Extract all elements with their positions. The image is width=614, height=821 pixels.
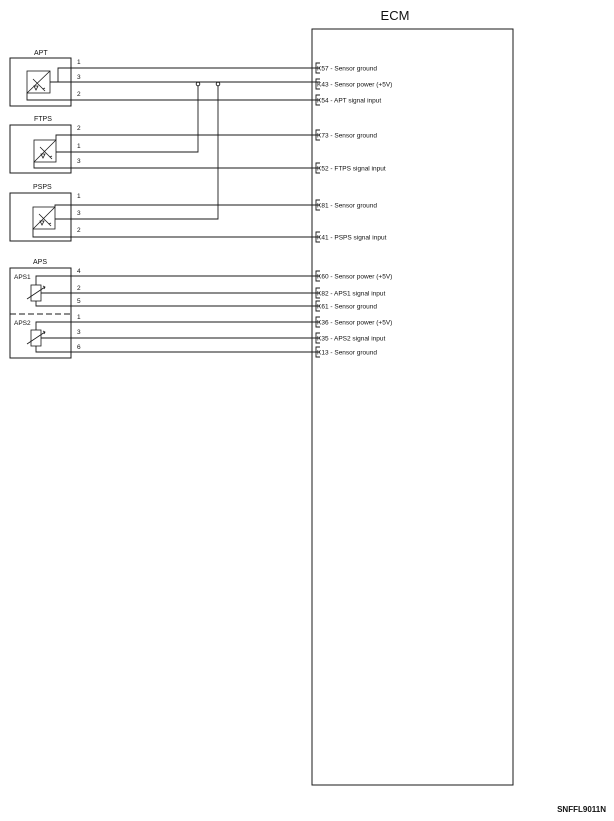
ecm-connector-k36 — [316, 317, 392, 327]
connector-label — [317, 66, 377, 73]
aps-name: APS — [33, 259, 48, 266]
connector-label — [317, 98, 381, 105]
connector-label — [317, 350, 377, 357]
connector-pin: K41 — [317, 234, 329, 242]
connector-desc: - PSPS signal input — [328, 234, 387, 242]
ecm-connector-k82 — [316, 288, 386, 298]
ecm-connector-k61 — [316, 301, 377, 311]
power-splice-2 — [216, 82, 220, 86]
connector-desc: - Sensor power (+5V) — [328, 81, 393, 89]
ecm-connector-k41 — [316, 232, 387, 242]
ecm-connector-k54 — [316, 95, 381, 105]
ftps-pin-3: 3 — [77, 158, 81, 165]
connector-desc: - Sensor ground — [328, 65, 377, 73]
apt-sensor-symbol — [27, 71, 50, 93]
ftps-sensor-symbol — [34, 140, 56, 162]
apt-pin-2: 2 — [77, 91, 81, 98]
connector-label — [317, 274, 392, 281]
connector-label — [317, 203, 377, 210]
connector-desc: - APS1 signal input — [328, 290, 386, 298]
connector-pin: K82 — [317, 290, 329, 298]
connector-desc: - Sensor ground — [328, 349, 377, 357]
connector-pin: K13 — [317, 349, 329, 357]
aps1-pin-5: 5 — [77, 298, 81, 305]
connector-desc: - Sensor ground — [328, 132, 377, 140]
psps-pin-1: 1 — [77, 193, 81, 200]
connector-pin: K61 — [317, 303, 329, 311]
psps-sensor-symbol — [33, 207, 55, 229]
apt-pin-1: 1 — [77, 59, 81, 66]
apt-name: APT — [34, 50, 48, 57]
connector-pin: K52 — [317, 165, 329, 173]
connector-desc: - Sensor power (+5V) — [328, 273, 393, 281]
psps-box — [10, 193, 71, 241]
connector-label — [317, 291, 386, 298]
ftps-pin-2: 2 — [77, 125, 81, 132]
ftps-name: FTPS — [34, 116, 52, 123]
connector-desc: - Sensor power (+5V) — [328, 319, 393, 327]
connector-pin: K54 — [317, 97, 329, 105]
connector-label — [317, 166, 386, 173]
ecm-connector-k57 — [316, 63, 377, 73]
connector-label — [317, 133, 377, 140]
connector-desc: - APT signal input — [328, 97, 382, 105]
ecm-title: ECM — [380, 8, 410, 23]
ecm-connector-k81 — [316, 200, 377, 210]
connector-pin: K35 — [317, 335, 329, 343]
connector-desc: - APS2 signal input — [328, 335, 386, 343]
connector-pin: K73 — [317, 132, 329, 140]
aps2-pin-1: 1 — [77, 314, 81, 321]
ecm-connector-list — [316, 63, 392, 357]
connector-pin: K57 — [317, 65, 329, 73]
connector-desc: - FTPS signal input — [328, 165, 386, 173]
aps-box — [10, 268, 71, 358]
connector-label — [317, 336, 386, 343]
connector-pin: K81 — [317, 202, 329, 210]
connector-label — [317, 304, 377, 311]
ecm-connector-k60 — [316, 271, 392, 281]
connector-pin: K60 — [317, 273, 329, 281]
ecm-connector-k43 — [316, 79, 392, 89]
apt-pin-3: 3 — [77, 74, 81, 81]
ecm-connector-k73 — [316, 130, 377, 140]
aps1-pin-4: 4 — [77, 268, 81, 275]
connector-pin: K43 — [317, 81, 329, 89]
power-splice-1 — [196, 82, 200, 86]
ftps-box — [10, 125, 71, 173]
connector-desc: - Sensor ground — [328, 303, 377, 311]
aps2-name: APS2 — [14, 320, 31, 327]
aps1-name: APS1 — [14, 274, 31, 281]
ecm-connector-k13 — [316, 347, 377, 357]
connector-pin: K36 — [317, 319, 329, 327]
ecm-connector-k52 — [316, 163, 386, 173]
aps1-pin-2: 2 — [77, 285, 81, 292]
aps2-pin-3: 3 — [77, 329, 81, 336]
ftps-pin-1: 1 — [77, 143, 81, 150]
connector-desc: - Sensor ground — [328, 202, 377, 210]
ecm-connector-k35 — [316, 333, 386, 343]
connector-label — [317, 235, 387, 242]
aps2-pin-6: 6 — [77, 344, 81, 351]
connector-label — [317, 320, 392, 327]
connector-label — [317, 82, 392, 89]
psps-pin-3: 3 — [77, 210, 81, 217]
psps-pin-2: 2 — [77, 227, 81, 234]
diagram-code: SNFFL9011N — [557, 805, 606, 814]
psps-name: PSPS — [33, 184, 52, 191]
ecm-box — [312, 29, 513, 785]
